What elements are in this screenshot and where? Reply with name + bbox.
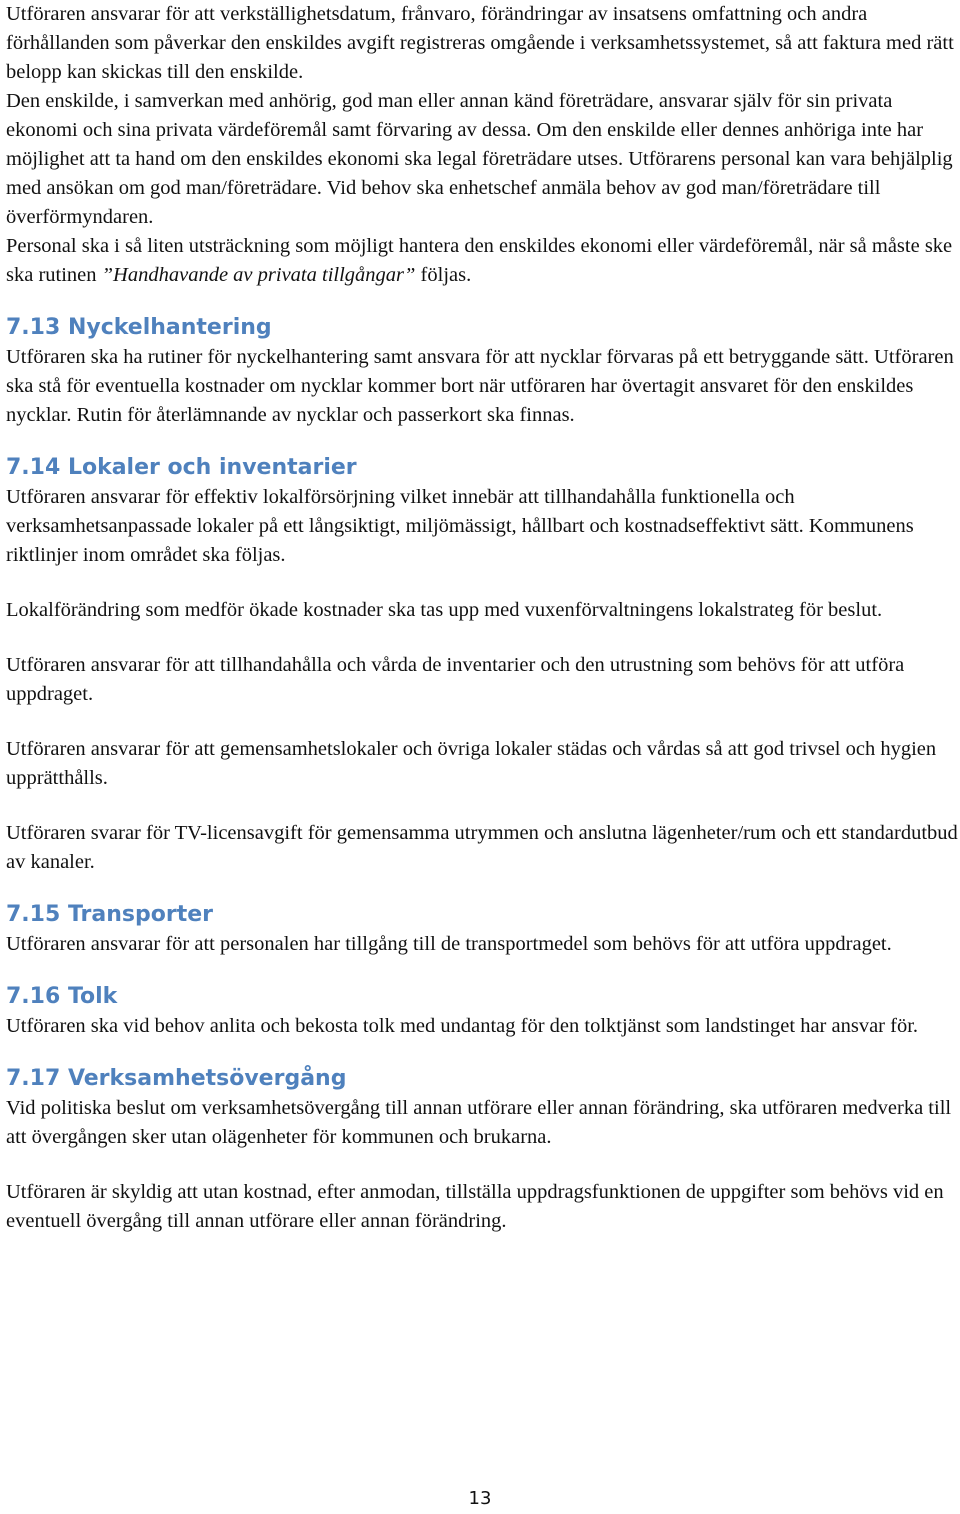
routine-title: ”Handhavande av privata tillgångar” xyxy=(101,264,416,286)
paragraph-premises-change: Lokalförändring som medför ökade kostnader ska tas upp med vuxenförvaltningens lokalstrateg för beslut. xyxy=(6,599,883,621)
heading-7-17: 7.17 Verksamhetsövergång xyxy=(6,1066,347,1091)
paragraph-valuables-handling xyxy=(6,232,960,290)
document-page xyxy=(6,0,960,1236)
paragraph-premises-supply: Utföraren ansvarar för effektiv lokalförsörjning vilket innebär att tillhandahålla funktionella och verksamhetsanpassade lokaler på ett långsiktigt, miljömässigt, hållbart och kostnadseffektivt sätt. Kommunens riktlinjer inom området ska följas. xyxy=(6,486,914,566)
heading-7-13: 7.13 Nyckelhantering xyxy=(6,315,272,340)
page-number: 13 xyxy=(468,1488,492,1509)
paragraph-transition-political: Vid politiska beslut om verksamhetsövergång till annan utförare eller annan förändring, ska utföraren medverka till att övergången sker utan olägenheter för kommunen och brukarna. xyxy=(6,1097,952,1148)
paragraph-transport: Utföraren ansvarar för att personalen har tillgång till de transportmedel som behövs för att utföra uppdraget. xyxy=(6,933,892,955)
heading-7-14: 7.14 Lokaler och inventarier xyxy=(6,455,357,480)
paragraph-private-finances: Den enskilde, i samverkan med anhörig, god man eller annan känd företrädare, ansvarar själv för sin privata ekonomi och sina privata värdeföremål samt förvaring av dessa. Om den enskilde eller dennes anhöriga inte har möjlighet att ta hand om den enskildes ekonomi ska legal företrädare utses. Utförarens personal kan vara behjälplig med ansökan om god man/företrädare. Vid behov ska enhetschef anmäla behov av god man/företrädare till överförmyndaren. xyxy=(6,90,953,228)
paragraph-cleaning: Utföraren ansvarar för att gemensamhetslokaler och övriga lokaler städas och vårdas så att god trivsel och hygien upprätthålls. xyxy=(6,738,937,789)
heading-7-16: 7.16 Tolk xyxy=(6,984,118,1009)
paragraph-key-handling: Utföraren ska ha rutiner för nyckelhantering samt ansvara för att nycklar förvaras på ett betryggande sätt. Utföraren ska stå för eventuella kostnader om nycklar kommer bort när utföraren har övertagit ansvaret för den enskildes nycklar. Rutin för återlämnande av nycklar och passerkort ska finnas. xyxy=(6,346,954,426)
paragraph-tv-license: Utföraren svarar för TV-licensavgift för gemensamma utrymmen och anslutna lägenheter/rum och ett standardutbud av kanaler. xyxy=(6,822,958,873)
paragraph-valuables-text: Personal ska i så liten utsträckning som möjligt hantera den enskildes ekonomi eller värdeföremål, när så måste ske ska rutinen xyxy=(6,235,953,286)
paragraph-inventory: Utföraren ansvarar för att tillhandahålla och vårda de inventarier och den utrustning som behövs för att utföra uppdraget. xyxy=(6,654,905,705)
paragraph-valuables-end: följas. xyxy=(415,264,472,286)
heading-7-15: 7.15 Transporter xyxy=(6,902,213,927)
paragraph-invoicing: Utföraren ansvarar för att verkställighetsdatum, frånvaro, förändringar av insatsens omfattning och andra förhållanden som påverkar den enskildes avgift registreras omgående i verksamhetssystemet, så att faktura med rätt belopp kan skickas till den enskilde. xyxy=(6,3,954,83)
paragraph-transition-information: Utföraren är skyldig att utan kostnad, efter anmodan, tillställa uppdragsfunktionen de uppgifter som behövs vid en eventuell övergång till annan utförare eller annan förändring. xyxy=(6,1181,944,1232)
paragraph-interpreter: Utföraren ska vid behov anlita och bekosta tolk med undantag för den tolktjänst som landstinget har ansvar för. xyxy=(6,1015,919,1037)
